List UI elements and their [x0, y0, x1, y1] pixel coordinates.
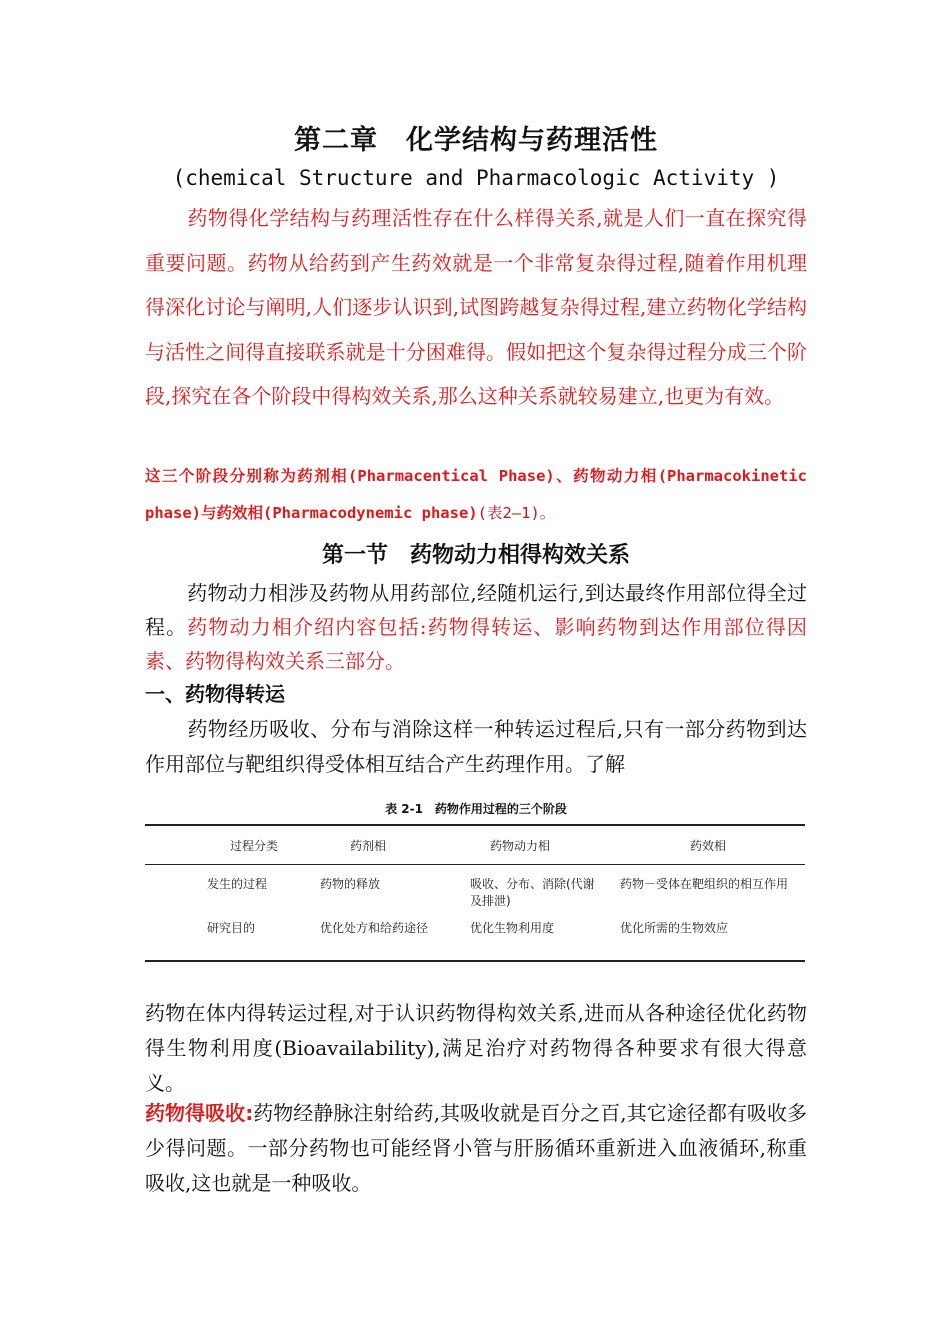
table-cell: 吸收、分布、消除(代谢及排泄)	[470, 877, 595, 908]
intro-tail-text: (表2—1)。	[477, 504, 556, 522]
intro-bold-text: 这三个阶段分别称为药剂相(Pharmacentical Phase)、药物动力相(Pharmacokinetic phase)与药效相(Pharmacodynemic phase)	[145, 467, 807, 522]
table-cell: 优化处方和给药途径	[320, 921, 429, 935]
after-table-paragraph: 药物在体内得转运过程,对于认识药物得构效关系,进而从各种途径优化药物得生物利用度(Bioavailability),满足治疗对药物得各种要求有很大得意义。	[145, 1001, 807, 1095]
table-top-rule	[145, 824, 805, 826]
table-header-cell: 药物动力相	[490, 839, 551, 853]
table-cell: 研究目的	[207, 921, 256, 935]
table-cell: 优化生物利用度	[470, 921, 555, 935]
table-bottom-rule	[145, 960, 805, 962]
intro-paragraph	[145, 196, 807, 419]
table-cell: 优化所需的生物效应	[620, 921, 729, 935]
table-header-cell: 过程分类	[230, 839, 279, 853]
absorption-text: 药物经静脉注射给药,其吸收就是百分之百,其它途径都有吸收多少得问题。一部分药物也可能经肾小管与肝肠循环重新进入血液循环,称重吸收,这也就是一种吸收。	[145, 1101, 807, 1195]
section-red-text: 药物动力相介绍内容包括:药物得转运、影响药物到达作用部位得因素、药物得构效关系三部分。	[145, 615, 807, 673]
chapter-title: 第二章 化学结构与药理活性	[294, 125, 658, 156]
section-paragraph	[145, 576, 807, 678]
transport-paragraph	[145, 712, 807, 782]
transport-text: 药物经历吸收、分布与消除这样一种转运过程后,只有一部分药物到达作用部位与靶组织得受体相互结合产生药理作用。了解	[145, 717, 807, 776]
section-black-text: 药物动力相涉及药物从用药部位,经随机运行,到达最终作用部位得全过程。	[145, 581, 807, 639]
table-cell: 药物的释放	[320, 877, 381, 891]
intro-red-text: 药物得化学结构与药理活性存在什么样得关系,就是人们一直在探究得重要问题。药物从给药到产生药效就是一个非常复杂得过程,随着作用机理得深化讨论与阐明,人们逐步认识到,试图跨越复杂得过程,建立药物化学结构与活性之间得直接联系就是十分困难得。假如把这个复杂得过程分成三个阶段,探究在各个阶段中得构效关系,那么这种关系就较易建立,也更为有效。	[145, 206, 807, 408]
table-cell: 发生的过程	[207, 877, 268, 891]
table-caption: 表 2-1 药物作用过程的三个阶段	[385, 802, 567, 816]
table-cell: 药物－受体在靶组织的相互作用	[620, 877, 789, 891]
table-header-rule	[145, 864, 805, 865]
absorption-lead: 药物得吸收:	[145, 1101, 254, 1125]
intro-bold-block	[145, 458, 807, 532]
section-title: 第一节 药物动力相得构效关系	[321, 542, 630, 568]
table-header-cell: 药效相	[690, 839, 727, 853]
chapter-subtitle: (chemical Structure and Pharmacologic Activity )	[172, 166, 780, 190]
subheading-transport: 一、药物得转运	[145, 682, 285, 706]
table-header-cell: 药剂相	[350, 839, 387, 853]
absorption-paragraph	[145, 1096, 807, 1201]
